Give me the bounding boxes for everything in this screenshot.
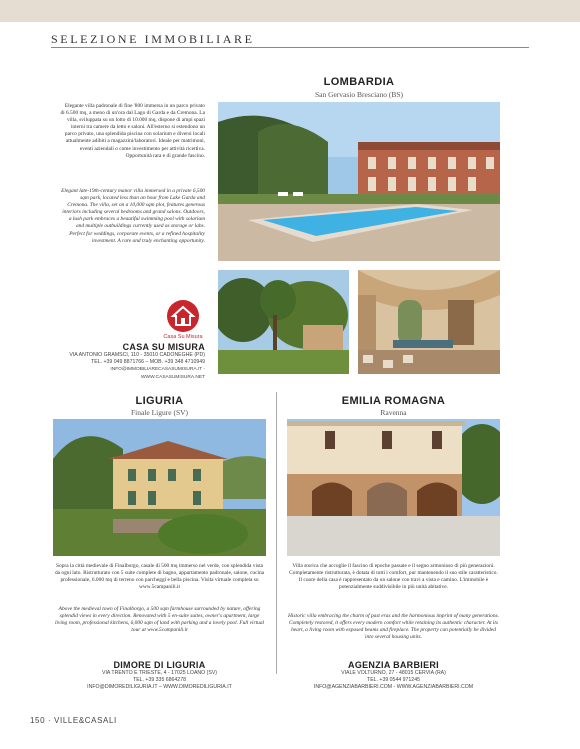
liguria-title: LIGURIA [135, 395, 184, 407]
liguria-location: Finale Ligure (SV) [130, 408, 189, 417]
emilia-agency-contact: INFO@AGENZIABARBIERI.COM - WWW.AGENZIABARBIERI.COM [313, 684, 474, 691]
emilia-location: Ravenna [380, 408, 407, 417]
emilia-agency-block [287, 660, 500, 692]
vertical-divider [276, 392, 277, 674]
emilia-agency-phone: TEL. +39 0544 971245 [367, 677, 420, 684]
casa-su-misura-logo [167, 300, 199, 332]
casa-agency-phone: TEL. +39 049 8871766 – MOB. +39 348 4710949 [91, 359, 205, 366]
emilia-agency-name: AGENZIA BARBIERI [348, 660, 439, 670]
lombardia-text-it: Elegante villa padronale di fine '800 immersa in un parco privato di 6.500 mq, a meno di un'ora dal Lago di Garda e da Cremona. La villa, sviluppata su un lotto di 10.000 mq, dispone di ampi spazi interni tra camere da letto e saloni. All'esterno si estendono un parco privato, una splendida piscina con solarium e diversi locali attualmente adibiti a magazzini/laboratori. Ideale per matrimoni, eventi aziendali o come investimento per attività ricettiva. Opportunità rara e di grande fascino. [60, 103, 205, 159]
section-title: SELEZIONE IMMOBILIARE [51, 32, 255, 46]
liguria-agency-phone: TEL. +39 335 6864278 [133, 677, 186, 684]
top-band [0, 0, 580, 22]
casa-agency-contact: INFO@IMMOBILIARECASASUMISURA.IT - WWW.CASASUMISURA.NET [110, 367, 205, 380]
liguria-agency-block [53, 660, 266, 692]
lombardia-title: LOMBARDIA [323, 76, 395, 88]
liguria-farmhouse-photo [53, 419, 266, 556]
lombardia-interior-photo [358, 270, 500, 374]
lombardia-pool-photo [218, 102, 500, 261]
casa-logo-text: Casa Su Misura [163, 334, 203, 340]
emilia-villa-photo [287, 419, 500, 556]
lombardia-garden-photo [218, 270, 349, 374]
liguria-agency-name: DIMORE DI LIGURIA [113, 660, 206, 670]
emilia-text-en: Historic villa embracing the charm of past eras and the harmonious imprint of many generations. Completely restored, it offers every modern comfort while retaining its authentic character. At its heart, a living room with exposed beams and fireplace. The property can potentially be divided into several housing units. [288, 613, 499, 641]
liguria-agency-contact: INFO@DIMOREDILIGURIA.IT – WWW.DIMOREDILIGURIA.IT [87, 684, 232, 691]
liguria-agency-address: VIA TRENTO E TRIESTE, 4 - 17025 LOANO (SV) [101, 670, 218, 676]
house-icon [167, 300, 199, 332]
emilia-title: EMILIA ROMAGNA [341, 395, 446, 407]
liguria-text-en: Above the medieval town of Finalborgo, a 500 sqm farmhouse surrounded by nature, offering splendid views in every direction. Renovated with 5 en-suite suites, owner's apartment, large living room, professional kitchens, 6,000 sqm of land with parking and a lovely pool. Full virtual tour at www.5campanili.it [54, 606, 265, 634]
casa-agency-address: VIA ANTONIO GRAMSCI, 110 - 35010 CADONEGHE (PD) [69, 352, 205, 358]
lombardia-location: San Gervasio Bresciano (BS) [314, 90, 404, 99]
header-rule [51, 47, 529, 48]
casa-agency-name: CASA SU MISURA [122, 342, 205, 352]
page-footer: 150 · VILLE&CASALI [30, 716, 117, 725]
lombardia-text-en: Elegant late-19th-century manor villa immersed in a private 6,500 sqm park, located less than an hour from Lake Garda and Cremona. The villa, set on a 10,000 sqm plot, features generous interiors including several bedrooms and grand salons. Outdoors, a lush park embraces a beautiful swimming pool with solarium and multiple outbuildings currently used as storage or labs. Perfect for weddings, corporate events, or a refined hospitality investment. A rare and truly enchanting opportunity. [61, 188, 205, 244]
liguria-text-it: Sopra la città medievale di Finalborgo, casale di 500 mq immerso nel verde, con splendida vista da ogni lato. Ristrutturato con 5 suite complete di bagno, appartamento padronale, salone, cucina professionale, 6.000 mq di terreno con parcheggi e bella piscina. Visita virtuale completa su www.5campanili.it [54, 563, 265, 591]
emilia-text-it: Villa storica che accoglie il fascino di epoche passate e il segno armonioso di più generazioni. Completamente ristrutturata, è dotata di tutti i comfort, pur mantenendo il suo stile caratteristico. Il cuore della casa è rappresentato da un salone con travi a vista e camino. L'immobile è potenzialmente suddivisibile in più unità abitative. [289, 563, 498, 591]
emilia-agency-address: VIALE VOLTURNO, 27 - 48015 CERVIA (RA) [341, 670, 446, 676]
casa-agency-block [60, 342, 205, 381]
